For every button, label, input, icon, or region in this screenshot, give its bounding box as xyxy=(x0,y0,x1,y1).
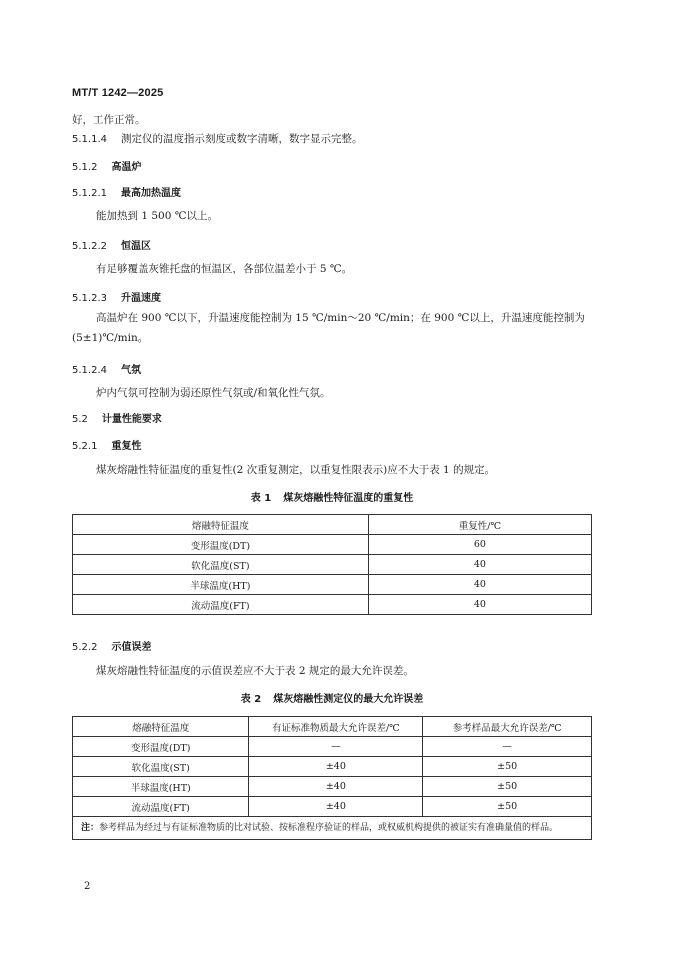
table-header-row xyxy=(73,717,592,737)
table-cell: ±50 xyxy=(423,777,592,797)
heading-5-1-2-3 xyxy=(72,289,161,304)
standard-code-header: MT/T 1242—2025 xyxy=(72,87,164,99)
table-header-cell: 重复性/℃ xyxy=(368,515,591,535)
table-1-caption xyxy=(72,489,592,504)
heading-number: 5.2 xyxy=(72,414,88,425)
body-5-2-2: 煤灰熔融性特征温度的示值误差应不大于表 2 规定的最大允许误差。 xyxy=(96,665,414,677)
table-cell: 流动温度(FT) xyxy=(73,595,369,615)
table-cell: 40 xyxy=(368,555,591,575)
table-cell: 60 xyxy=(368,535,591,555)
table-cell: 半球温度(HT) xyxy=(73,575,369,595)
table-header-cell: 熔融特征温度 xyxy=(73,515,369,535)
table-note-row xyxy=(73,817,592,840)
body-5-1-2-2: 有足够覆盖灰锥托盘的恒温区，各部位温差小于 5 ℃。 xyxy=(96,263,353,275)
continuation-text: 好，工作正常。 xyxy=(72,114,146,126)
heading-title: 高温炉 xyxy=(111,162,142,173)
table-cell: ±50 xyxy=(423,757,592,777)
heading-title: 恒温区 xyxy=(121,241,151,252)
heading-number: 5.1.2.4 xyxy=(72,365,107,376)
table-row xyxy=(73,535,592,555)
heading-title: 示值误差 xyxy=(111,642,152,653)
table-cell: 流动温度(FT) xyxy=(73,797,249,817)
heading-5-2-2 xyxy=(72,638,151,653)
heading-5-1-2 xyxy=(72,158,141,173)
table-row xyxy=(73,777,592,797)
table-cell: 软化温度(ST) xyxy=(73,757,249,777)
page-number: 2 xyxy=(84,881,91,892)
table-cell: ±40 xyxy=(249,797,423,817)
heading-number: 5.1.2.1 xyxy=(72,188,107,199)
note-label: 注： xyxy=(81,823,100,833)
table-cell: 软化温度(ST) xyxy=(73,555,369,575)
heading-number: 5.2.1 xyxy=(72,441,98,452)
table-cell: 40 xyxy=(368,595,591,615)
table-2-caption xyxy=(72,690,592,705)
table-note xyxy=(73,817,592,840)
heading-title: 计量性能要求 xyxy=(101,414,162,425)
heading-title: 最高加热温度 xyxy=(121,188,181,199)
table-label: 表 1 xyxy=(250,493,272,504)
table-row xyxy=(73,757,592,777)
clause-number: 5.1.1.4 xyxy=(72,134,107,145)
table-header-cell: 熔融特征温度 xyxy=(73,717,249,737)
heading-5-2-1 xyxy=(72,437,141,452)
body-5-1-2-4: 炉内气氛可控制为弱还原性气氛或/和氧化性气氛。 xyxy=(96,387,331,399)
table-1 xyxy=(72,514,592,615)
table-2 xyxy=(72,716,592,840)
heading-5-1-2-4 xyxy=(72,361,141,376)
clause-text: 测定仪的温度指示刻度或数字清晰，数字显示完整。 xyxy=(121,133,363,145)
body-5-1-2-1: 能加热到 1 500 ℃以上。 xyxy=(96,210,218,222)
heading-title: 重复性 xyxy=(111,441,142,452)
table-row xyxy=(73,575,592,595)
heading-5-2 xyxy=(72,410,162,425)
table-cell: ±40 xyxy=(249,757,423,777)
table-row xyxy=(73,797,592,817)
heading-number: 5.1.2.3 xyxy=(72,293,107,304)
table-cell: 变形温度(DT) xyxy=(73,737,249,757)
heading-number: 5.2.2 xyxy=(72,642,98,653)
table-cell: 40 xyxy=(368,575,591,595)
table-header-row xyxy=(73,515,592,535)
clause-5-1-1-4 xyxy=(72,131,363,146)
table-cell: ±40 xyxy=(249,777,423,797)
heading-5-1-2-2 xyxy=(72,237,151,252)
table-cell: — xyxy=(423,737,592,757)
table-row xyxy=(73,595,592,615)
table-cell: 半球温度(HT) xyxy=(73,777,249,797)
table-title: 煤灰熔融性测定仪的最大允许误差 xyxy=(273,694,424,705)
table-label: 表 2 xyxy=(240,694,262,705)
table-title: 煤灰熔融性特征温度的重复性 xyxy=(283,493,414,504)
table-header-cell: 参考样品最大允许误差/℃ xyxy=(423,717,592,737)
note-text: 参考样品为经过与有证标准物质的比对试验、按标准程序验证的样品，或权威机构提供的被证实有准确量值的样品。 xyxy=(99,823,559,833)
table-cell: ±50 xyxy=(423,797,592,817)
table-cell: 变形温度(DT) xyxy=(73,535,369,555)
heading-5-1-2-1 xyxy=(72,184,181,199)
heading-number: 5.1.2.2 xyxy=(72,241,107,252)
heading-title: 气氛 xyxy=(121,365,141,376)
table-header-cell: 有证标准物质最大允许误差/℃ xyxy=(249,717,423,737)
heading-title: 升温速度 xyxy=(121,293,161,304)
body-5-2-1: 煤灰熔融性特征温度的重复性(2 次重复测定，以重复性限表示)应不大于表 1 的规定。 xyxy=(96,464,496,476)
table-row xyxy=(73,737,592,757)
table-row xyxy=(73,555,592,575)
heading-number: 5.1.2 xyxy=(72,162,98,173)
table-cell: — xyxy=(249,737,423,757)
body-5-1-2-3: 高温炉在 900 ℃以下，升温速度能控制为 15 ℃/min～20 ℃/min；在 900 ℃以上，升温速度能控制为(5±1)℃/min。 xyxy=(72,312,585,344)
